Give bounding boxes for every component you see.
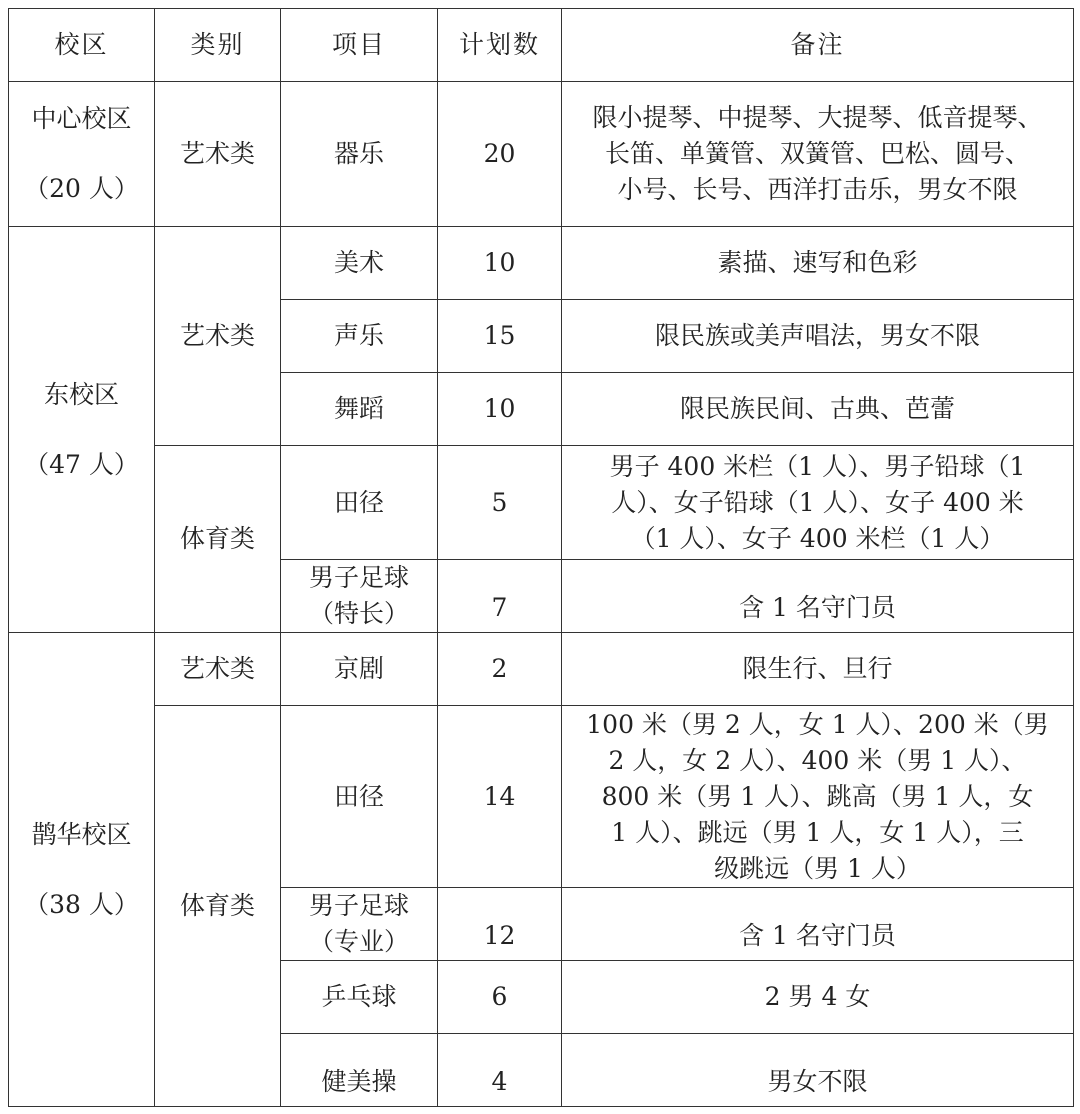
item-cell: 田径 xyxy=(281,706,438,888)
plan-cell: 10 xyxy=(438,227,562,300)
note-cell: 2 男 4 女 xyxy=(562,961,1074,1034)
item-cell: 美术 xyxy=(281,227,438,300)
item-cell xyxy=(281,888,438,961)
plan-cell: 7 xyxy=(438,560,562,633)
plan-cell: 15 xyxy=(438,300,562,373)
table-row xyxy=(9,227,1074,300)
item-cell: 乒乓球 xyxy=(281,961,438,1034)
item-name-line: （特长） xyxy=(308,599,409,628)
note-cell xyxy=(562,82,1074,227)
plan-cell: 6 xyxy=(438,961,562,1034)
item-cell: 器乐 xyxy=(281,82,438,227)
table-row xyxy=(9,706,1074,888)
item-cell: 健美操 xyxy=(281,1034,438,1107)
campus-cell xyxy=(9,82,155,227)
plan-cell: 2 xyxy=(438,633,562,706)
note-line: 限小提琴、中提琴、大提琴、低音提琴、 xyxy=(592,103,1043,132)
item-cell xyxy=(281,560,438,633)
item-cell: 京剧 xyxy=(281,633,438,706)
plan-cell: 10 xyxy=(438,373,562,446)
header-row xyxy=(9,9,1074,82)
item-cell: 田径 xyxy=(281,446,438,560)
header-category: 类别 xyxy=(155,9,281,82)
category-cell: 艺术类 xyxy=(155,633,281,706)
note-line: 小号、长号、西洋打击乐，男女不限 xyxy=(617,175,1018,204)
header-campus: 校区 xyxy=(9,9,155,82)
plan-cell: 14 xyxy=(438,706,562,888)
header-item: 项目 xyxy=(281,9,438,82)
campus-name: 鹊华校区 xyxy=(31,819,132,849)
note-line: 1 人）、跳远（男 1 人，女 1 人），三 xyxy=(611,817,1024,847)
note-cell: 含 1 名守门员 xyxy=(562,888,1074,961)
campus-name: 中心校区 xyxy=(31,104,132,133)
note-cell: 限生行、旦行 xyxy=(562,633,1074,706)
note-line: （1 人）、女子 400 米栏（1 人） xyxy=(630,523,1005,553)
item-cell: 声乐 xyxy=(281,300,438,373)
item-name-line: 男子足球 xyxy=(308,563,409,592)
note-line: 100 米（男 2 人，女 1 人）、200 米（男 xyxy=(586,709,1049,739)
note-cell: 限民族民间、古典、芭蕾 xyxy=(562,373,1074,446)
item-name-line: （专业） xyxy=(308,927,409,956)
item-cell: 舞蹈 xyxy=(281,373,438,446)
campus-count: （20 人） xyxy=(24,174,139,203)
campus-cell xyxy=(9,633,155,1107)
header-plan: 计划数 xyxy=(438,9,562,82)
note-line: 长笛、单簧管、双簧管、巴松、圆号、 xyxy=(604,139,1030,168)
note-line: 男子 400 米栏（1 人）、男子铅球（1 xyxy=(609,451,1026,481)
plan-cell: 4 xyxy=(438,1034,562,1107)
plan-cell: 20 xyxy=(438,82,562,227)
plan-cell: 5 xyxy=(438,446,562,560)
category-cell: 艺术类 xyxy=(155,227,281,446)
note-cell: 限民族或美声唱法，男女不限 xyxy=(562,300,1074,373)
note-line: 级跳远（男 1 人） xyxy=(714,853,921,883)
note-cell: 男女不限 xyxy=(562,1034,1074,1107)
note-line: 人）、女子铅球（1 人）、女子 400 米 xyxy=(611,487,1024,517)
category-cell: 艺术类 xyxy=(155,82,281,227)
table-row xyxy=(9,633,1074,706)
enrollment-plan-table xyxy=(8,8,1074,1107)
campus-name: 东校区 xyxy=(43,379,119,409)
category-cell: 体育类 xyxy=(155,446,281,633)
note-line: 2 人，女 2 人）、400 米（男 1 人）、 xyxy=(608,745,1027,775)
table-row xyxy=(9,82,1074,227)
note-cell xyxy=(562,446,1074,560)
item-name-line: 男子足球 xyxy=(308,891,409,920)
header-note: 备注 xyxy=(562,9,1074,82)
plan-cell: 12 xyxy=(438,888,562,961)
campus-count: （38 人） xyxy=(24,889,139,919)
table-row xyxy=(9,446,1074,560)
note-cell: 素描、速写和色彩 xyxy=(562,227,1074,300)
note-cell: 含 1 名守门员 xyxy=(562,560,1074,633)
campus-count: （47 人） xyxy=(24,449,139,479)
note-line: 800 米（男 1 人）、跳高（男 1 人，女 xyxy=(601,781,1034,811)
category-cell: 体育类 xyxy=(155,706,281,1107)
note-cell xyxy=(562,706,1074,888)
campus-cell xyxy=(9,227,155,633)
